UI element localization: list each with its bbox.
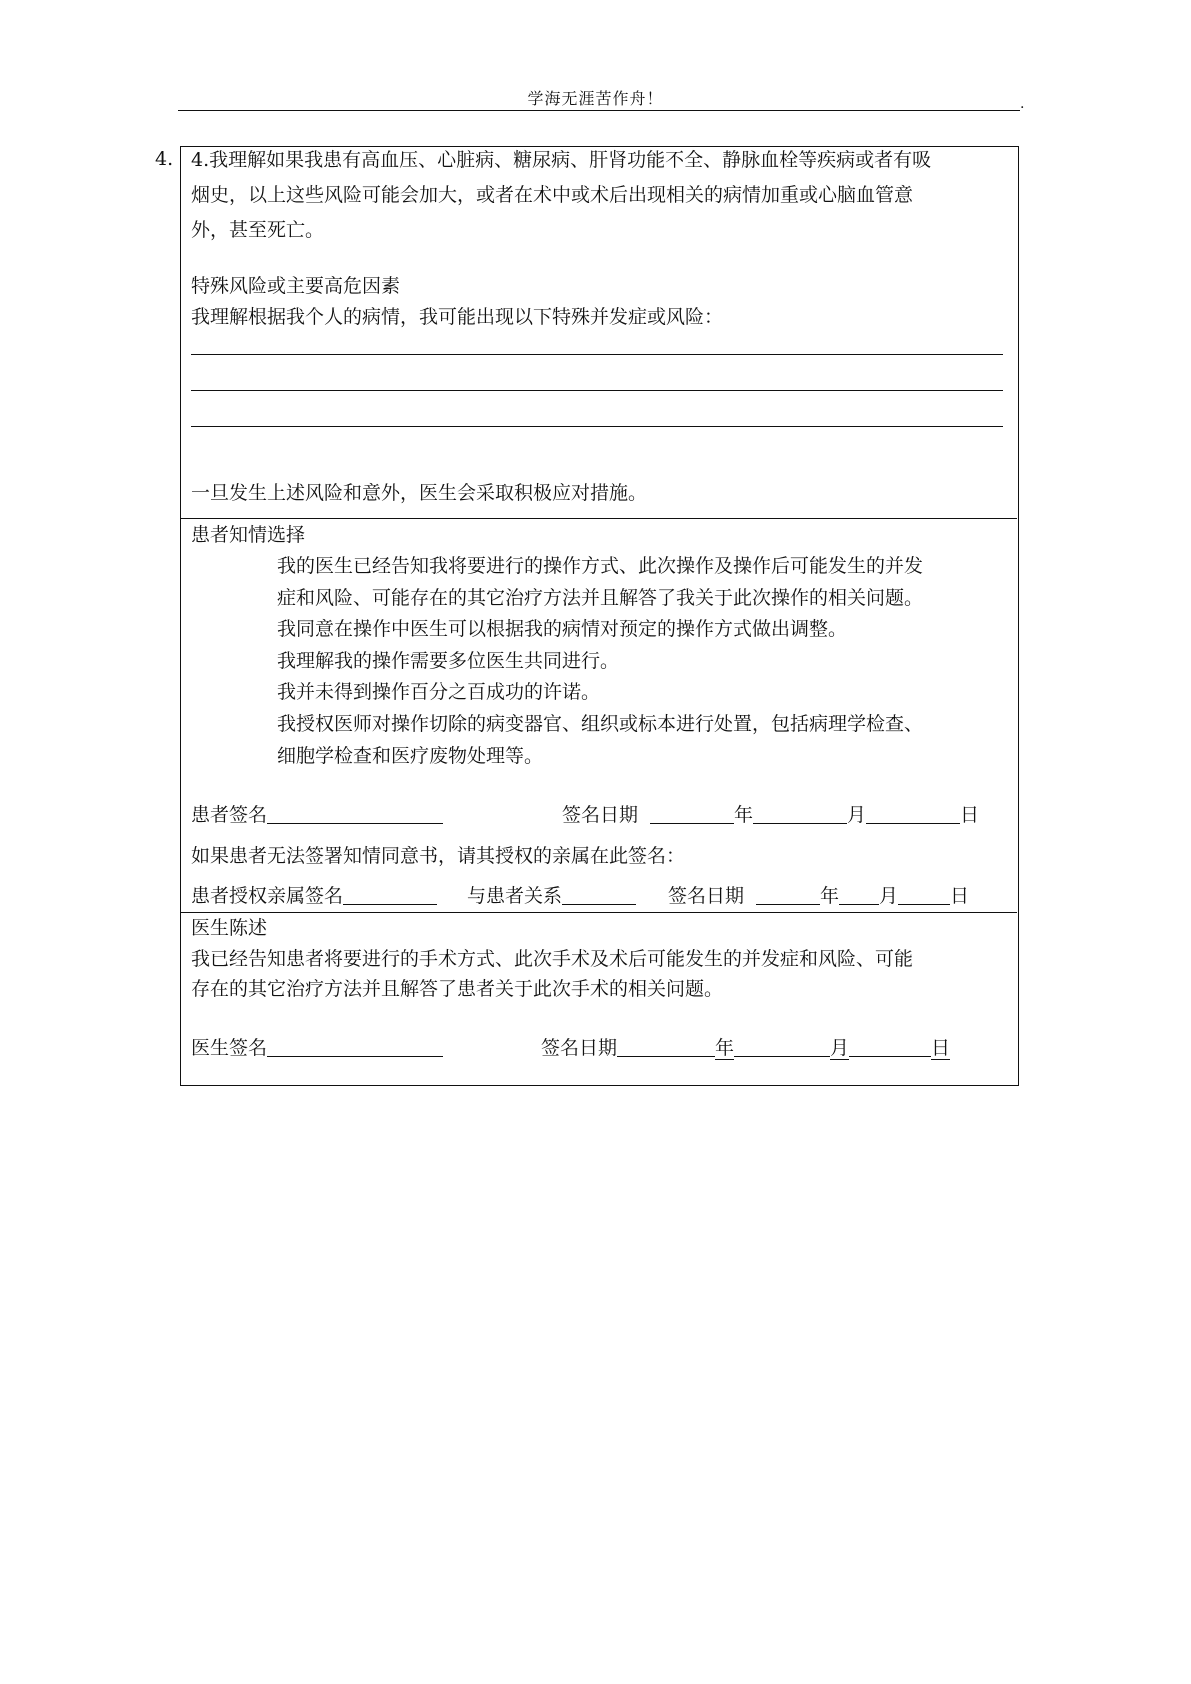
patient-choice-para-1b: 症和风险、可能存在的其它治疗方法并且解答了我关于此次操作的相关问题。 <box>277 587 924 609</box>
special-risk-blank-line-2[interactable] <box>191 390 1003 391</box>
patient-sign-year-field[interactable] <box>650 803 734 824</box>
risk-text-line-2: 烟史，以上这些风险可能会加大，或者在术中或术后出现相关的病情加重或心脑血管意 <box>191 184 914 206</box>
patient-choice-para-1: 我的医生已经告知我将要进行的操作方式、此次操作及操作后可能发生的并发 <box>277 555 924 577</box>
patient-choice-para-5b: 细胞学检查和医疗废物处理等。 <box>277 745 544 767</box>
patient-choice-para-4: 我并未得到操作百分之百成功的许诺。 <box>277 681 601 703</box>
doctor-day-label: 日 <box>931 1037 951 1059</box>
proxy-note: 如果患者无法签署知情同意书，请其授权的亲属在此签名： <box>191 845 686 867</box>
patient-year-label: 年 <box>734 804 754 826</box>
risk-text-line-3: 外，甚至死亡。 <box>191 219 325 241</box>
risk-closing-text: 一旦发生上述风险和意外，医生会采取积极应对措施。 <box>191 482 648 504</box>
doctor-sign-label: 医生签名 <box>191 1037 268 1059</box>
doctor-statement-line-1: 我已经告知患者将要进行的手术方式、此次手术及术后可能发生的并发症和风险、可能 <box>191 948 914 970</box>
proxy-date-row <box>668 883 969 910</box>
patient-choice-para-3: 我理解我的操作需要多位医生共同进行。 <box>277 650 620 672</box>
proxy-date-label: 签名日期 <box>668 885 745 907</box>
doctor-sign-day-field[interactable] <box>849 1036 931 1057</box>
doctor-statement-title: 医生陈述 <box>191 917 268 939</box>
special-risk-intro: 我理解根据我个人的病情，我可能出现以下特殊并发症或风险： <box>191 306 724 328</box>
doctor-sign-year-field[interactable] <box>617 1036 715 1057</box>
doctor-statement-line-2: 存在的其它治疗方法并且解答了患者关于此次手术的相关问题。 <box>191 978 724 1000</box>
section-divider-2 <box>181 912 1017 913</box>
header-rule <box>178 110 1020 111</box>
patient-sign-date-label: 签名日期 <box>562 804 639 826</box>
doctor-sign-month-field[interactable] <box>734 1036 830 1057</box>
doctor-sign-date-label: 签名日期 <box>541 1037 618 1059</box>
item-number: 4. <box>155 148 174 170</box>
patient-sign-label: 患者签名 <box>191 804 268 826</box>
proxy-sign-label: 患者授权亲属签名 <box>191 885 344 907</box>
patient-choice-title: 患者知情选择 <box>191 524 306 546</box>
doctor-signature-row <box>191 1035 443 1062</box>
doctor-month-label: 月 <box>830 1037 850 1059</box>
doctor-signature-field[interactable] <box>267 1036 443 1057</box>
patient-signature-row <box>191 802 443 829</box>
proxy-year-field[interactable] <box>756 884 820 905</box>
relation-row <box>467 883 636 910</box>
patient-month-label: 月 <box>847 804 867 826</box>
proxy-day-field[interactable] <box>898 884 950 905</box>
patient-day-label: 日 <box>960 804 980 826</box>
section-divider-1 <box>181 518 1017 519</box>
patient-sign-day-field[interactable] <box>866 803 960 824</box>
proxy-signature-row <box>191 883 437 910</box>
header-dot: . <box>1020 96 1025 112</box>
patient-choice-para-5: 我授权医师对操作切除的病变器官、组织或标本进行处置，包括病理学检查、 <box>277 713 924 735</box>
proxy-month-label: 月 <box>879 885 899 907</box>
special-risk-blank-line-1[interactable] <box>191 354 1003 355</box>
patient-signature-field[interactable] <box>267 803 443 824</box>
relation-field[interactable] <box>562 884 636 905</box>
proxy-year-label: 年 <box>820 885 840 907</box>
proxy-day-label: 日 <box>950 885 970 907</box>
relation-label: 与患者关系 <box>467 885 563 907</box>
proxy-month-field[interactable] <box>839 884 879 905</box>
patient-sign-date-row <box>562 802 979 829</box>
patient-sign-month-field[interactable] <box>753 803 847 824</box>
risk-text-line-1: 4.我理解如果我患有高血压、心脏病、糖尿病、肝肾功能不全、静脉血栓等疾病或者有吸 <box>191 149 932 171</box>
proxy-signature-field[interactable] <box>343 884 437 905</box>
special-risk-blank-line-3[interactable] <box>191 426 1003 427</box>
patient-choice-para-2: 我同意在操作中医生可以根据我的病情对预定的操作方式做出调整。 <box>277 618 848 640</box>
special-risk-title: 特殊风险或主要高危因素 <box>191 275 401 297</box>
doctor-sign-date-row <box>541 1035 950 1062</box>
doctor-year-label: 年 <box>715 1037 735 1059</box>
page-header-motto: 学海无涯苦作舟！ <box>527 89 664 108</box>
